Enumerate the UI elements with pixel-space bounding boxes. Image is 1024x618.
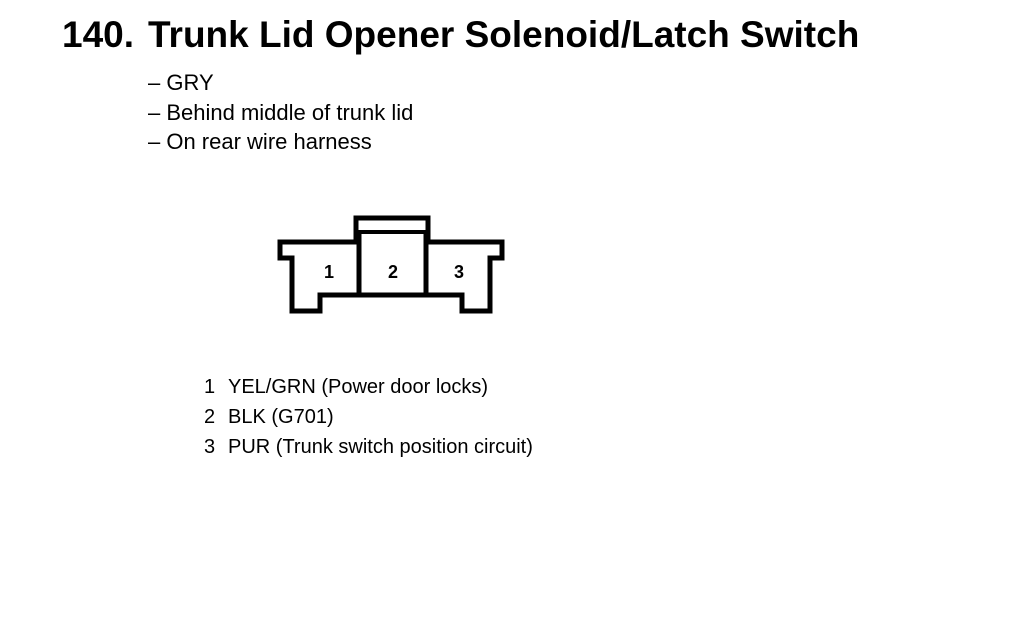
pin-list	[204, 372, 533, 462]
component-number: 140.	[62, 14, 135, 55]
cavity-label-2: 2	[387, 262, 399, 282]
component-name: Trunk Lid Opener Solenoid/Latch Switch	[148, 14, 860, 55]
pin-number: 2	[204, 406, 216, 428]
pin-item	[204, 402, 533, 432]
cavity-label-3: 3	[453, 262, 465, 282]
component-location: – Behind middle of trunk lid	[148, 99, 414, 125]
connector-color: – GRY	[148, 70, 214, 95]
pin-description: YEL/GRN (Power door locks)	[228, 376, 489, 398]
pin-item	[204, 372, 533, 402]
pin-description: PUR (Trunk switch position circuit)	[228, 436, 533, 458]
pin-description: BLK (G701)	[228, 406, 334, 428]
pin-number: 1	[204, 376, 216, 398]
cavity-label-1: 1	[323, 262, 335, 282]
harness-location: – On rear wire harness	[148, 129, 372, 154]
pin-number: 3	[204, 436, 216, 458]
pin-item	[204, 432, 533, 462]
